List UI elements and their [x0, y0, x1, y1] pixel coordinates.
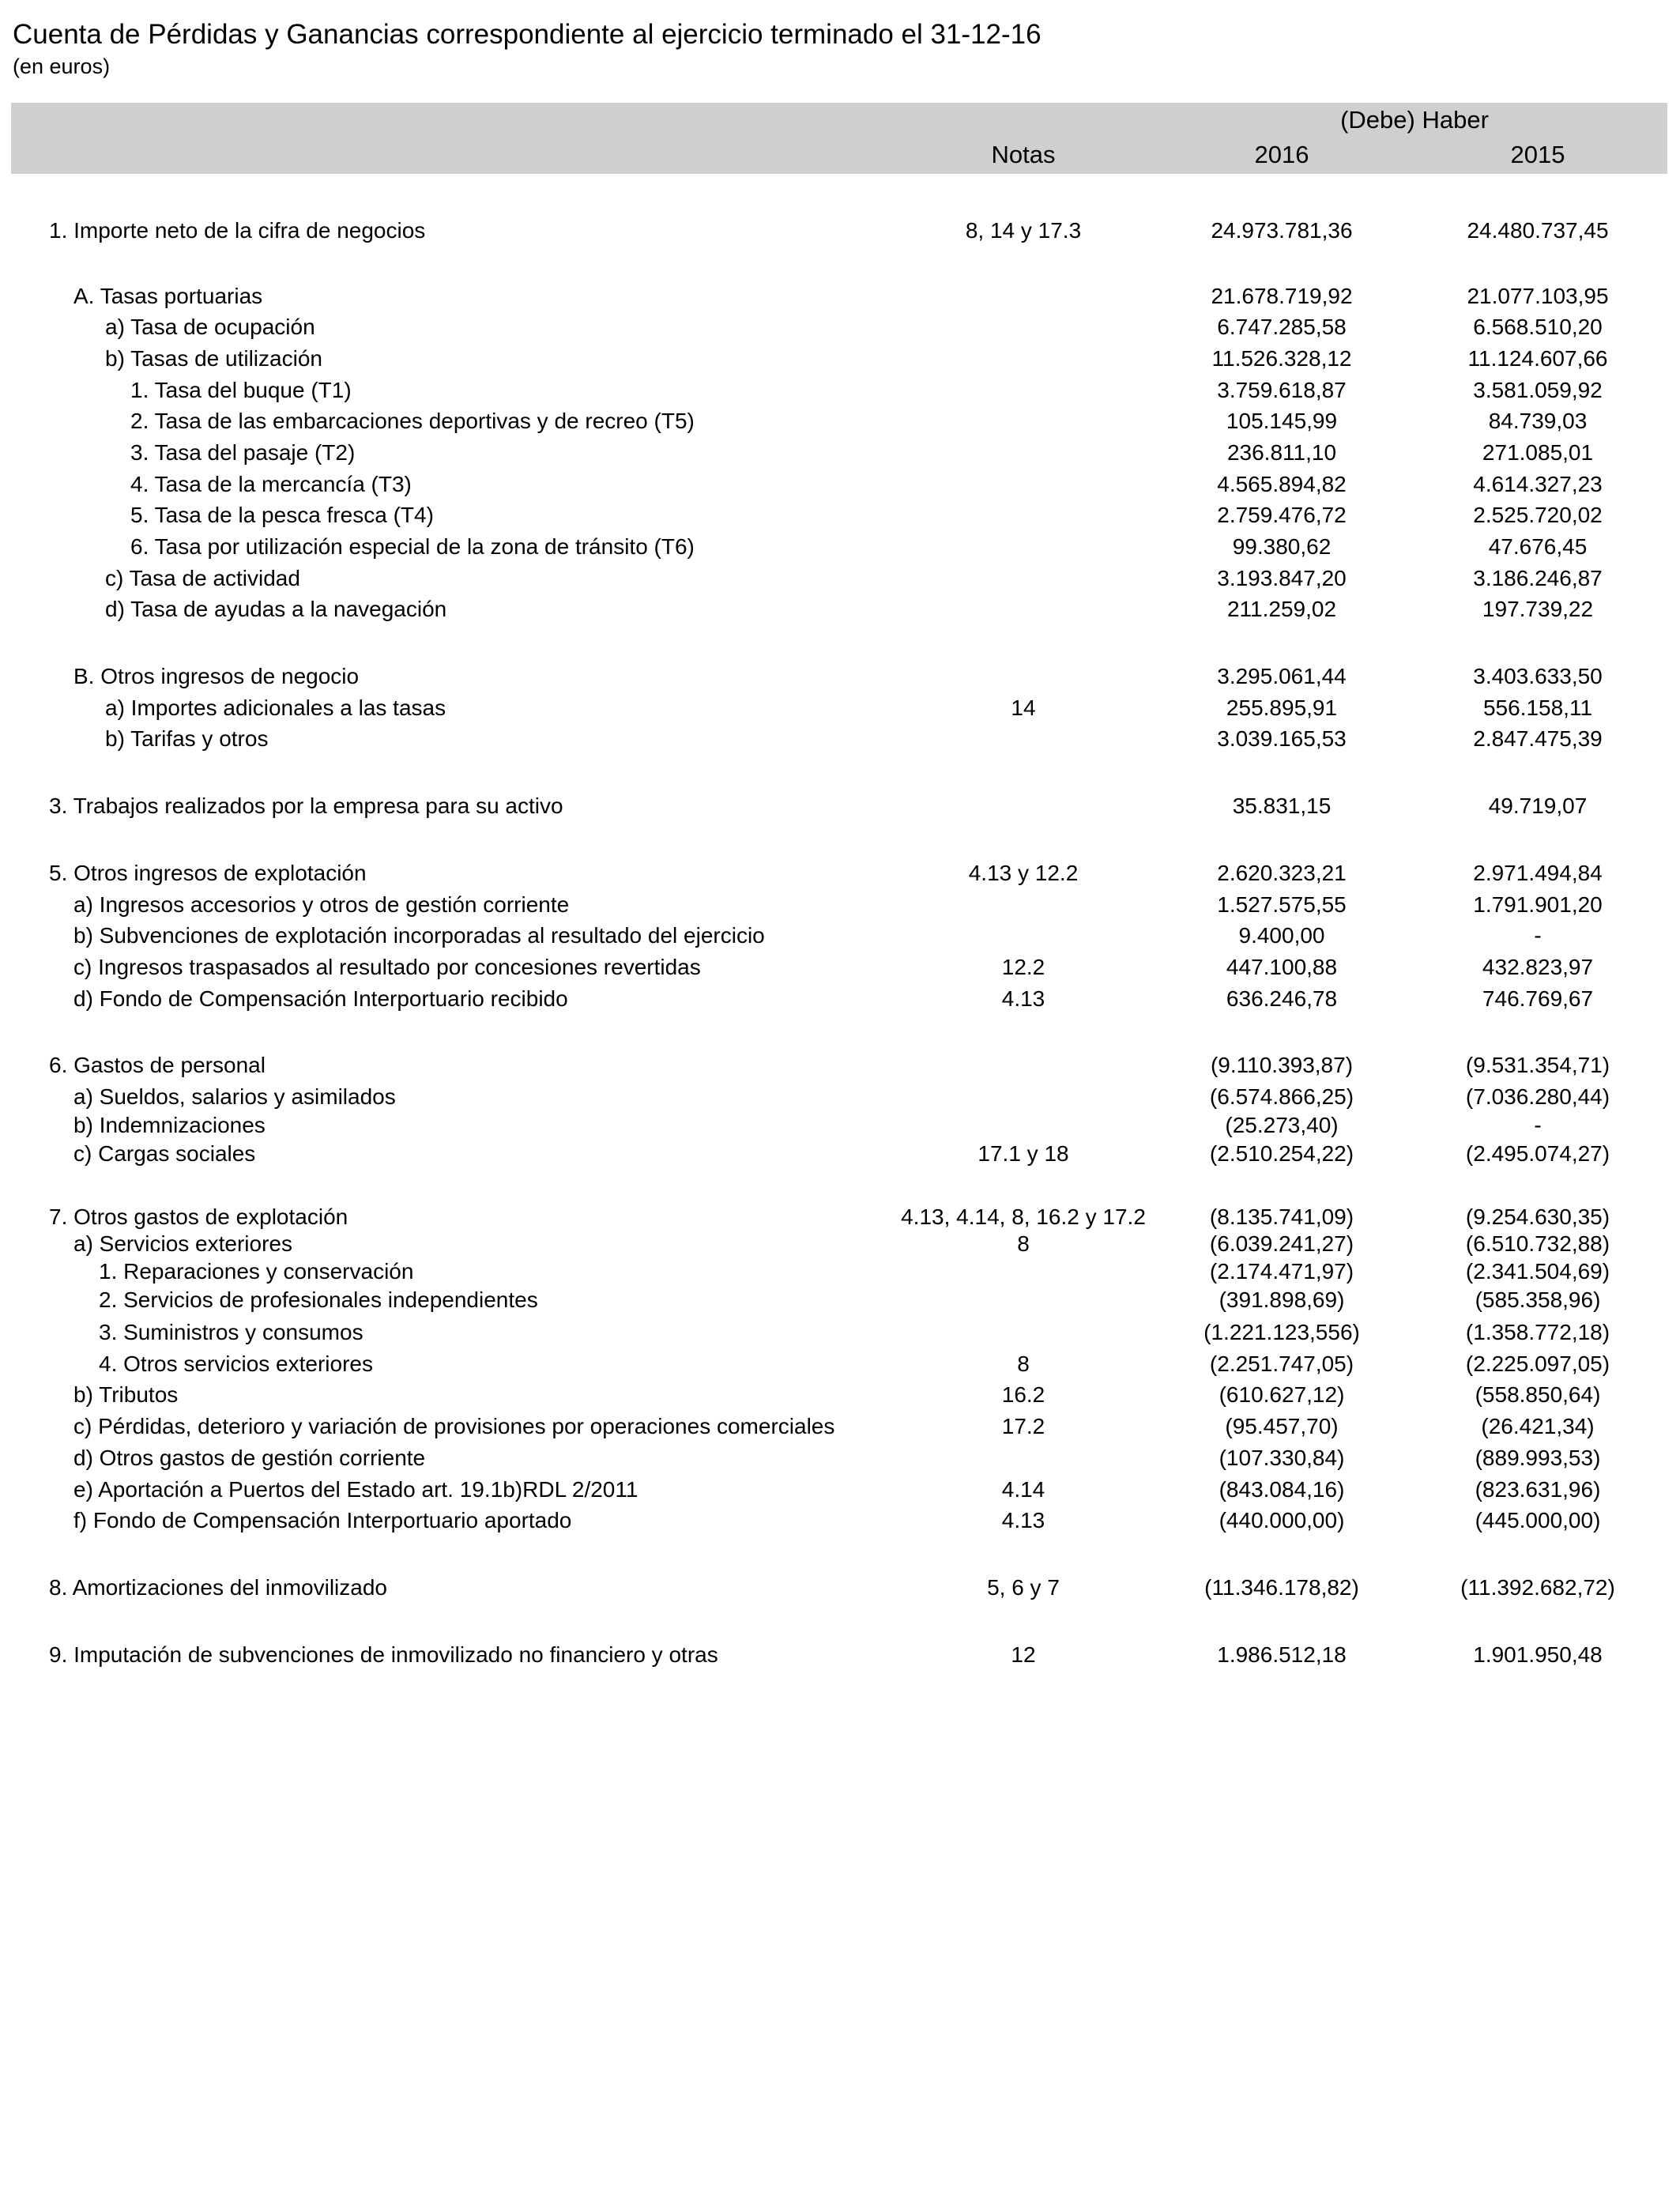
- row-value-2016: 211.259,02: [1226, 597, 1337, 621]
- row-notas: 4.13: [1001, 986, 1045, 1011]
- row-value-2016: 21.678.719,92: [1211, 284, 1353, 308]
- table-row: [0, 1050, 1680, 1081]
- row-value-2016: (25.273,40): [1225, 1113, 1339, 1137]
- row-label: B. Otros ingresos de negocio: [73, 664, 360, 688]
- table-row: [0, 594, 1680, 625]
- row-value-2015: (6.510.732,88): [1465, 1231, 1610, 1256]
- row-value-2015: 3.581.059,92: [1473, 378, 1603, 402]
- row-value-2016: (610.627,12): [1219, 1382, 1345, 1407]
- table-row: [0, 723, 1680, 755]
- row-notas: 4.13, 4.14, 8, 16.2 y 17.2: [901, 1204, 1146, 1229]
- table-row: [0, 1284, 1680, 1316]
- table-row: [0, 1442, 1680, 1474]
- table-row: [0, 1572, 1680, 1604]
- row-notas: 4.13: [1001, 1508, 1045, 1532]
- row-value-2016: (6.574.866,25): [1209, 1084, 1354, 1109]
- row-label: c) Cargas sociales: [73, 1141, 256, 1166]
- row-notas: 8: [1017, 1231, 1030, 1256]
- row-value-2015: 2.847.475,39: [1473, 726, 1603, 751]
- row-label: b) Tributos: [73, 1382, 179, 1407]
- row-value-2016: 105.145,99: [1226, 409, 1338, 433]
- row-value-2015: 197.739,22: [1482, 597, 1594, 621]
- row-value-2016: 11.526.328,12: [1211, 346, 1352, 371]
- row-value-2015: (445.000,00): [1475, 1508, 1601, 1532]
- row-value-2015: 4.614.327,23: [1473, 472, 1603, 496]
- row-value-2016: 1.527.575,55: [1217, 892, 1347, 917]
- row-notas: 12.2: [1001, 955, 1045, 979]
- page-subtitle: (en euros): [13, 55, 111, 78]
- row-value-2016: 2.759.476,72: [1217, 503, 1347, 527]
- table-row: [0, 983, 1680, 1015]
- row-label: c) Tasa de actividad: [105, 566, 300, 590]
- row-label: 6. Gastos de personal: [49, 1053, 266, 1077]
- row-value-2015: (2.495.074,27): [1465, 1141, 1610, 1166]
- row-label: 3. Tasa del pasaje (T2): [130, 440, 356, 465]
- row-label: 9. Imputación de subvenciones de inmovilizado no financiero y otras: [49, 1642, 718, 1667]
- row-value-2016: 35.831,15: [1232, 794, 1332, 818]
- row-value-2015: -: [1534, 1113, 1542, 1137]
- row-label: 8. Amortizaciones del inmovilizado: [49, 1575, 387, 1600]
- table-row: [0, 1379, 1680, 1411]
- table-row: [0, 1110, 1680, 1141]
- row-value-2016: (107.330,84): [1219, 1446, 1345, 1470]
- row-value-2015: (558.850,64): [1475, 1382, 1601, 1407]
- row-value-2015: 556.158,11: [1482, 696, 1593, 720]
- header-notas: Notas: [991, 141, 1056, 168]
- page-title: Cuenta de Pérdidas y Ganancias correspondiente al ejercicio terminado el 31-12-16: [13, 19, 1042, 50]
- row-value-2015: 1.791.901,20: [1473, 892, 1603, 917]
- table-row: [0, 1411, 1680, 1442]
- row-value-2016: 3.295.061,44: [1217, 664, 1347, 688]
- table-row: [0, 531, 1680, 563]
- row-label: 1. Tasa del buque (T1): [130, 378, 352, 402]
- table-row: [0, 405, 1680, 437]
- table-row: [0, 1505, 1680, 1536]
- table-row: [0, 1639, 1680, 1671]
- row-value-2016: (2.510.254,22): [1209, 1141, 1354, 1166]
- row-value-2016: (9.110.393,87): [1210, 1053, 1354, 1077]
- table-row: [0, 281, 1680, 312]
- row-value-2016: (2.174.471,97): [1209, 1259, 1354, 1284]
- table-row: [0, 1228, 1680, 1260]
- table-row: [0, 1138, 1680, 1170]
- row-label: a) Importes adicionales a las tasas: [105, 696, 446, 720]
- row-notas: 8: [1017, 1351, 1030, 1376]
- row-value-2016: (391.898,69): [1219, 1287, 1345, 1312]
- row-notas: 12: [1011, 1642, 1036, 1667]
- row-value-2015: 432.823,97: [1482, 955, 1594, 979]
- row-value-2016: 4.565.894,82: [1217, 472, 1347, 496]
- row-notas: 17.2: [1001, 1414, 1045, 1438]
- row-notas: 5, 6 y 7: [987, 1575, 1060, 1600]
- table-row: [0, 499, 1680, 531]
- row-value-2015: (11.392.682,72): [1460, 1575, 1615, 1600]
- header-year-2015: 2015: [1510, 141, 1565, 168]
- table-row: [0, 1348, 1680, 1380]
- row-value-2015: (9.254.630,35): [1465, 1204, 1610, 1229]
- row-notas: 16.2: [1001, 1382, 1045, 1407]
- row-label: a) Tasa de ocupación: [105, 315, 315, 339]
- row-label: d) Fondo de Compensación Interportuario recibido: [73, 986, 568, 1011]
- table-row: [0, 1474, 1680, 1506]
- row-value-2015: (585.358,96): [1475, 1287, 1601, 1312]
- row-label: a) Sueldos, salarios y asimilados: [73, 1084, 396, 1109]
- row-label: 1. Reparaciones y conservación: [99, 1259, 414, 1284]
- table-row: [0, 1081, 1680, 1113]
- row-value-2015: (889.993,53): [1475, 1446, 1601, 1470]
- row-value-2016: (440.000,00): [1219, 1508, 1345, 1532]
- table-row: [0, 311, 1680, 343]
- row-value-2015: 84.739,03: [1488, 409, 1588, 433]
- row-value-2016: 636.246,78: [1226, 986, 1338, 1011]
- row-label: c) Pérdidas, deterioro y variación de provisiones por operaciones comerciales: [73, 1414, 835, 1438]
- row-value-2016: (6.039.241,27): [1209, 1231, 1354, 1256]
- row-value-2015: 49.719,07: [1488, 794, 1588, 818]
- row-value-2015: 3.186.246,87: [1473, 566, 1603, 590]
- row-value-2015: 3.403.633,50: [1473, 664, 1603, 688]
- row-label: A. Tasas portuarias: [73, 284, 263, 308]
- row-label: 6. Tasa por utilización especial de la zona de tránsito (T6): [130, 534, 695, 559]
- row-value-2015: 21.077.103,95: [1467, 284, 1609, 308]
- row-label: 5. Tasa de la pesca fresca (T4): [130, 503, 434, 527]
- row-value-2015: 1.901.950,48: [1473, 1642, 1603, 1667]
- table-row: [0, 215, 1680, 247]
- table-row: [0, 1317, 1680, 1348]
- table-row: [0, 790, 1680, 822]
- row-label: b) Subvenciones de explotación incorporadas al resultado del ejercicio: [73, 923, 765, 948]
- row-notas: 14: [1011, 696, 1036, 720]
- row-value-2016: 255.895,91: [1226, 696, 1338, 720]
- table-row: [0, 661, 1680, 692]
- table-row: [0, 437, 1680, 469]
- row-label: 1. Importe neto de la cifra de negocios: [49, 218, 426, 243]
- row-value-2016: 3.759.618,87: [1217, 378, 1347, 402]
- table-row: [0, 1256, 1680, 1287]
- row-value-2015: (26.421,34): [1481, 1414, 1595, 1438]
- row-label: c) Ingresos traspasados al resultado por concesiones revertidas: [73, 955, 701, 979]
- table-row: [0, 375, 1680, 406]
- row-label: 2. Tasa de las embarcaciones deportivas y de recreo (T5): [130, 409, 695, 433]
- table-row: [0, 858, 1680, 889]
- row-value-2015: 746.769,67: [1482, 986, 1594, 1011]
- row-label: a) Ingresos accesorios y otros de gestión corriente: [73, 892, 570, 917]
- row-notas: 4.13 y 12.2: [968, 861, 1079, 885]
- table-row: [0, 920, 1680, 952]
- header-year-2016: 2016: [1254, 141, 1309, 168]
- row-label: 4. Otros servicios exteriores: [99, 1351, 373, 1376]
- table-row: [0, 563, 1680, 594]
- row-value-2015: (7.036.280,44): [1465, 1084, 1610, 1109]
- row-value-2015: 271.085,01: [1482, 440, 1594, 465]
- row-value-2015: (1.358.772,18): [1465, 1320, 1610, 1344]
- row-value-2015: 2.971.494,84: [1473, 861, 1603, 885]
- row-value-2016: 236.811,10: [1226, 440, 1337, 465]
- row-value-2015: (2.225.097,05): [1465, 1351, 1610, 1376]
- table-row: [0, 343, 1680, 375]
- row-label: e) Aportación a Puertos del Estado art. 19.1b)RDL 2/2011: [73, 1477, 638, 1502]
- row-label: 7. Otros gastos de explotación: [49, 1204, 348, 1229]
- row-value-2016: 24.973.781,36: [1211, 218, 1353, 243]
- row-notas: 8, 14 y 17.3: [965, 218, 1082, 243]
- row-value-2016: (11.346.178,82): [1204, 1575, 1359, 1600]
- row-label: d) Tasa de ayudas a la navegación: [105, 597, 447, 621]
- table-row: [0, 469, 1680, 500]
- row-value-2016: 6.747.285,58: [1217, 315, 1347, 339]
- row-value-2015: -: [1534, 923, 1542, 948]
- row-notas: 4.14: [1001, 1477, 1045, 1502]
- row-value-2016: 1.986.512,18: [1217, 1642, 1347, 1667]
- table-row: [0, 692, 1680, 724]
- row-label: 3. Trabajos realizados por la empresa para su activo: [49, 794, 563, 818]
- row-value-2015: (9.531.354,71): [1465, 1053, 1610, 1077]
- row-value-2015: 47.676,45: [1488, 534, 1588, 559]
- row-notas: 17.1 y 18: [977, 1141, 1069, 1166]
- row-value-2016: 2.620.323,21: [1217, 861, 1347, 885]
- row-label: a) Servicios exteriores: [73, 1231, 292, 1256]
- row-value-2016: (843.084,16): [1219, 1477, 1345, 1502]
- row-label: b) Indemnizaciones: [73, 1113, 266, 1137]
- row-label: 4. Tasa de la mercancía (T3): [130, 472, 412, 496]
- row-value-2016: (1.221.123,556): [1203, 1320, 1360, 1344]
- row-value-2015: 6.568.510,20: [1473, 315, 1603, 339]
- row-label: 5. Otros ingresos de explotación: [49, 861, 367, 885]
- row-label: f) Fondo de Compensación Interportuario aportado: [73, 1508, 572, 1532]
- row-value-2015: (2.341.504,69): [1465, 1259, 1610, 1284]
- row-value-2016: 447.100,88: [1226, 955, 1338, 979]
- row-value-2016: (2.251.747,05): [1209, 1351, 1354, 1376]
- header-debe-haber: (Debe) Haber: [1340, 106, 1489, 134]
- row-value-2015: 11.124.607,66: [1467, 346, 1608, 371]
- row-value-2015: 24.480.737,45: [1467, 218, 1609, 243]
- table-row: [0, 889, 1680, 921]
- row-label: 2. Servicios de profesionales independientes: [99, 1287, 538, 1312]
- row-value-2016: 9.400,00: [1238, 923, 1325, 948]
- row-value-2016: 3.039.165,53: [1217, 726, 1347, 751]
- row-value-2016: (95.457,70): [1225, 1414, 1339, 1438]
- row-value-2016: (8.135.741,09): [1209, 1204, 1354, 1229]
- row-value-2015: (823.631,96): [1475, 1477, 1601, 1502]
- row-label: 3. Suministros y consumos: [99, 1320, 363, 1344]
- table-row: [0, 952, 1680, 983]
- row-value-2016: 99.380,62: [1232, 534, 1332, 559]
- row-label: b) Tarifas y otros: [105, 726, 269, 751]
- row-label: b) Tasas de utilización: [105, 346, 322, 371]
- row-label: d) Otros gastos de gestión corriente: [73, 1446, 426, 1470]
- row-value-2015: 2.525.720,02: [1473, 503, 1603, 527]
- row-value-2016: 3.193.847,20: [1217, 566, 1347, 590]
